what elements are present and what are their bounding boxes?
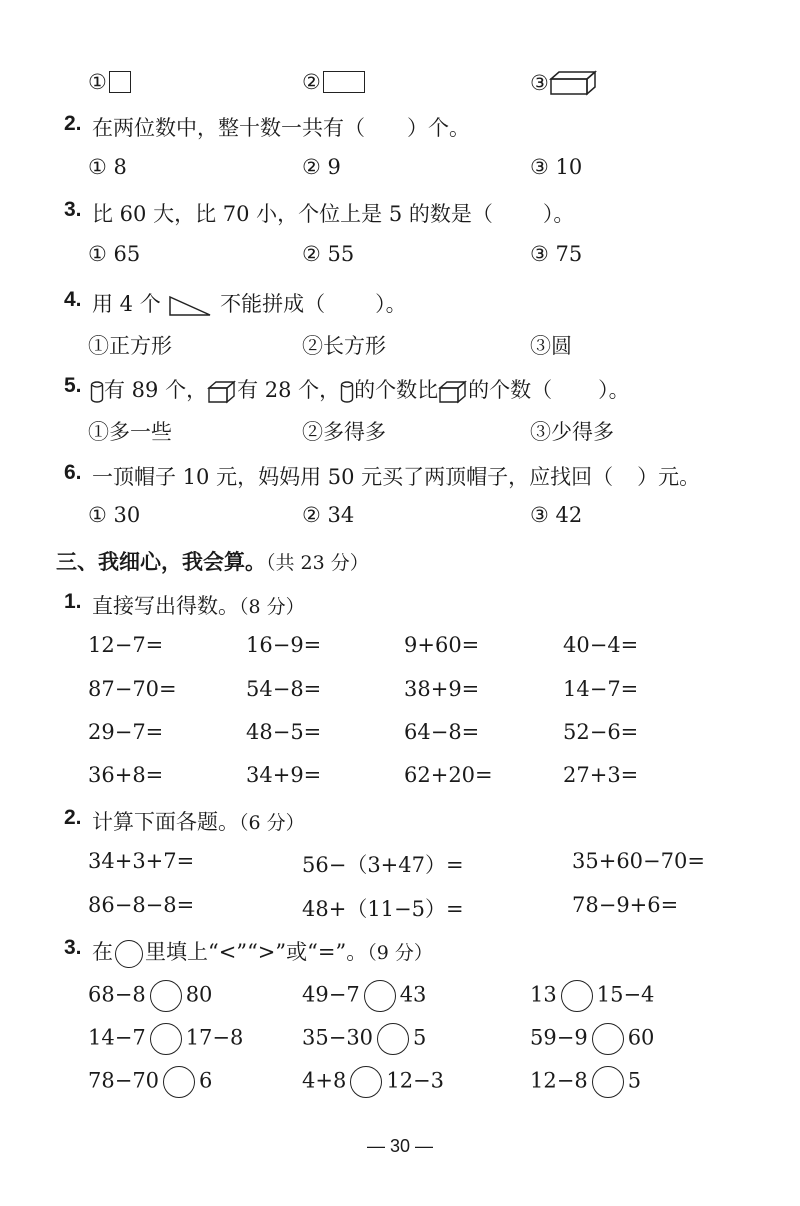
part-title — [92, 936, 433, 968]
calc-item[interactable]: 86−8−8= — [88, 893, 195, 917]
calc-row-4 — [0, 763, 800, 803]
calc-item[interactable]: 48+（11−5）= — [302, 897, 464, 921]
q1-option-a[interactable] — [88, 70, 131, 94]
q1-options-row — [0, 70, 800, 110]
question-text-part: ）。 — [375, 292, 407, 316]
calc-row-3 — [0, 720, 800, 760]
calc-item[interactable]: 35+60−70= — [572, 849, 705, 873]
q2-options-row — [0, 155, 800, 195]
question-number: 3. — [64, 936, 82, 959]
page-number: — 30 — — [366, 1136, 434, 1156]
question-text — [92, 112, 470, 142]
question-6 — [0, 461, 800, 501]
compare-right: 5 — [627, 1068, 642, 1093]
question-4 — [0, 288, 800, 328]
compare-right: 43 — [399, 982, 427, 1007]
calc-item[interactable]: 38+9= — [404, 677, 480, 701]
question-number: 6. — [64, 461, 82, 484]
question-text-part: ）。 — [542, 202, 575, 226]
option-marker: ① — [88, 70, 107, 94]
q4-option-c[interactable]: ③圆 — [530, 334, 572, 358]
option-marker: ③ — [530, 71, 549, 95]
calc-item[interactable]: 48−5= — [246, 720, 322, 744]
q4-option-b[interactable]: ②长方形 — [302, 334, 386, 358]
part-1-heading — [0, 590, 800, 630]
q2-option-c[interactable]: ③ 10 — [530, 155, 583, 179]
compare-circle[interactable] — [150, 1023, 182, 1055]
compare-right: 6 — [199, 1068, 213, 1093]
q3-option-b[interactable]: ② 55 — [302, 242, 355, 266]
compare-circle[interactable] — [364, 980, 396, 1012]
section-score: （共 23 分） — [266, 552, 369, 574]
calc-item[interactable]: 78−9+6= — [572, 893, 679, 917]
q3-option-c[interactable]: ③ 75 — [530, 242, 583, 266]
calc-item[interactable]: 36+8= — [88, 763, 164, 787]
question-2 — [0, 112, 800, 152]
compare-right: 15−4 — [596, 982, 655, 1007]
section-3-heading — [0, 546, 800, 586]
calc-item[interactable]: 62+20= — [404, 763, 493, 787]
question-text-part: ）个。 — [407, 116, 470, 140]
part-2-heading — [0, 806, 800, 846]
compare-row-3 — [0, 1066, 800, 1106]
compare-right: 5 — [413, 1025, 427, 1050]
q2-option-a[interactable]: ① 8 — [88, 155, 127, 179]
rectangle-icon — [323, 71, 365, 93]
compare-left: 35−30 — [302, 1025, 374, 1050]
right-triangle-icon — [167, 294, 213, 318]
compare-right: 17−8 — [185, 1025, 244, 1050]
question-text — [92, 288, 407, 318]
compare-right: 60 — [627, 1025, 655, 1050]
question-text-part: 在两位数中，整十数一共有（ — [92, 116, 365, 140]
cylinder-icon — [90, 379, 104, 405]
calc-item[interactable]: 52−6= — [563, 720, 639, 744]
question-text-part: 的个数比 — [354, 378, 439, 402]
compare-circle[interactable] — [592, 1023, 624, 1055]
compare-left: 78−70 — [88, 1068, 160, 1093]
q6-option-b[interactable]: ② 34 — [302, 503, 355, 527]
question-text-part: ）。 — [598, 378, 630, 402]
calc-item[interactable]: 14−7= — [563, 677, 639, 701]
compare-right: 12−3 — [386, 1068, 445, 1093]
q1-option-b[interactable] — [302, 70, 365, 94]
q4-option-a[interactable]: ①正方形 — [88, 334, 172, 358]
question-text-part: ）元。 — [637, 465, 701, 489]
question-text-part: 比 60 大，比 70 小，个位上是 5 的数是（ — [92, 202, 493, 226]
compare-left: 59−9 — [530, 1025, 588, 1050]
calc-row-1 — [0, 633, 800, 673]
mixed-calc-row-2 — [0, 893, 800, 933]
cube-icon — [207, 380, 237, 404]
q5-option-c[interactable]: ③少得多 — [530, 420, 614, 444]
cylinder-icon — [340, 379, 354, 405]
calc-item[interactable]: 64−8= — [404, 720, 480, 744]
compare-left: 4+8 — [302, 1068, 347, 1093]
part-title-text: 计算下面各题。 — [92, 810, 239, 834]
compare-left: 68−8 — [88, 982, 146, 1007]
compare-item — [530, 980, 654, 1012]
part-title — [92, 590, 305, 620]
question-number: 3. — [64, 198, 82, 221]
question-text — [90, 374, 630, 405]
calc-item[interactable]: 9+60= — [404, 633, 480, 657]
question-text — [92, 198, 574, 228]
question-text — [92, 461, 700, 491]
compare-circle[interactable] — [377, 1023, 409, 1055]
question-number: 5. — [64, 374, 82, 397]
question-number: 2. — [64, 806, 82, 829]
part-score: （6 分） — [239, 812, 305, 834]
q6-option-c[interactable]: ③ 42 — [530, 503, 583, 527]
compare-item — [88, 980, 212, 1012]
q5-options-row — [0, 416, 800, 456]
compare-circle[interactable] — [592, 1066, 624, 1098]
part-title-text: 直接写出得数。 — [92, 594, 239, 618]
calc-item[interactable]: 34+3+7= — [88, 849, 195, 873]
calc-item[interactable]: 16−9= — [246, 633, 322, 657]
part-3-heading — [0, 936, 800, 976]
q3-options-row — [0, 242, 800, 282]
q1-option-c[interactable] — [530, 70, 597, 96]
q5-option-a[interactable]: ①多一些 — [88, 420, 172, 444]
compare-row-1 — [0, 980, 800, 1020]
section-title-text: 三、我细心，我会算。 — [56, 549, 266, 574]
question-text-part: 有 28 个， — [237, 378, 341, 402]
calc-item[interactable]: 87−70= — [88, 677, 177, 701]
calc-item[interactable]: 40−4= — [563, 633, 639, 657]
q4-options-row — [0, 330, 800, 370]
part-score: （8 分） — [239, 596, 305, 618]
question-text-part: 一顶帽子 10 元，妈妈用 50 元买了两顶帽子，应找回（ — [92, 465, 614, 489]
square-icon — [109, 71, 131, 93]
question-text-part: 有 89 个， — [104, 378, 208, 402]
compare-left: 12−8 — [530, 1068, 588, 1093]
compare-left: 13 — [530, 982, 557, 1007]
question-text-part: 用 4 个 — [92, 292, 161, 316]
question-number: 2. — [64, 112, 82, 135]
compare-circle[interactable] — [150, 980, 182, 1012]
part-title — [92, 806, 305, 836]
q2-option-b[interactable]: ② 9 — [302, 155, 341, 179]
option-marker: ② — [302, 70, 321, 94]
question-text-part: 的个数（ — [468, 378, 553, 402]
compare-left: 49−7 — [302, 982, 360, 1007]
compare-item — [302, 1023, 426, 1055]
calc-item[interactable]: 29−7= — [88, 720, 164, 744]
question-5 — [0, 374, 800, 414]
question-text-part: 不能拼成（ — [220, 292, 326, 316]
question-number: 1. — [64, 590, 82, 613]
compare-item — [88, 1023, 243, 1055]
circle-blank-icon — [115, 940, 143, 968]
q5-option-b[interactable]: ②多得多 — [302, 420, 386, 444]
part-title-text: 在 — [92, 940, 113, 964]
compare-right: 80 — [185, 982, 213, 1007]
question-3 — [0, 198, 800, 238]
compare-circle[interactable] — [561, 980, 593, 1012]
part-score: （9 分） — [367, 942, 433, 964]
q6-option-a[interactable]: ① 30 — [88, 503, 141, 527]
calc-row-2 — [0, 677, 800, 717]
calc-item[interactable]: 56−（3+47）= — [302, 853, 464, 877]
calc-item[interactable]: 12−7= — [88, 633, 164, 657]
compare-left: 14−7 — [88, 1025, 146, 1050]
compare-item — [302, 980, 426, 1012]
question-number: 4. — [64, 288, 82, 311]
cuboid-icon — [549, 70, 597, 96]
part-title-text: 里填上“<”“>”或“=”。 — [145, 940, 368, 964]
compare-item — [530, 1023, 654, 1055]
q6-options-row — [0, 503, 800, 543]
cube-icon — [438, 380, 468, 404]
q3-option-a[interactable]: ① 65 — [88, 242, 141, 266]
calc-item[interactable]: 27+3= — [563, 763, 639, 787]
compare-row-2 — [0, 1023, 800, 1063]
calc-item[interactable]: 34+9= — [246, 763, 322, 787]
compare-item — [88, 1066, 212, 1098]
section-title — [56, 546, 369, 576]
calc-item[interactable]: 54−8= — [246, 677, 322, 701]
compare-item — [530, 1066, 641, 1098]
compare-circle[interactable] — [163, 1066, 195, 1098]
compare-circle[interactable] — [350, 1066, 382, 1098]
compare-item — [302, 1066, 444, 1098]
mixed-calc-row-1 — [0, 849, 800, 889]
